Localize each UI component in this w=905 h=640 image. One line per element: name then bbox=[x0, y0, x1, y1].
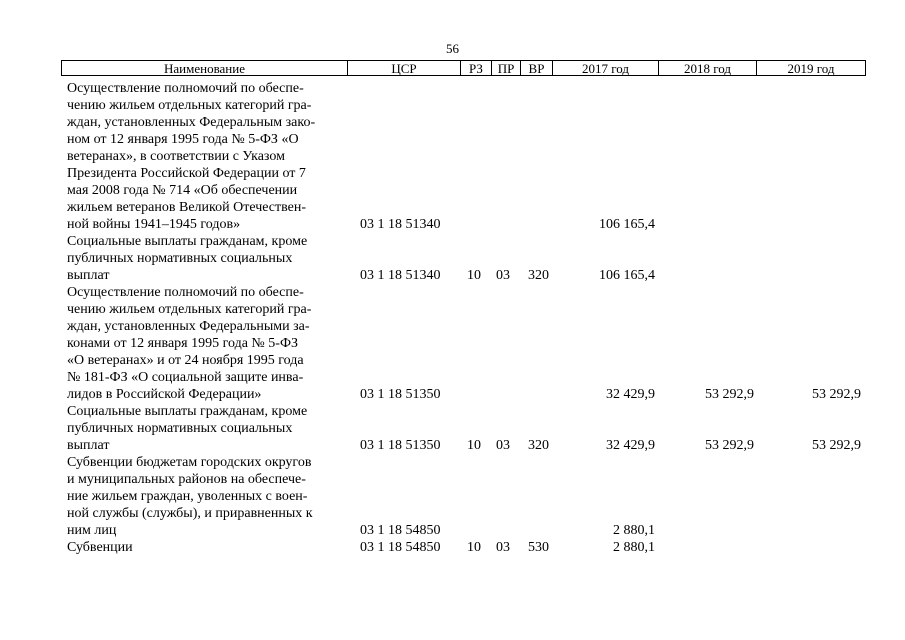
row-pr: 03 bbox=[496, 540, 510, 555]
table-row bbox=[0, 403, 905, 454]
header-vr: ВР bbox=[528, 61, 545, 76]
row-rz: 10 bbox=[467, 438, 481, 453]
table-row bbox=[0, 539, 905, 556]
row-rz: 10 bbox=[467, 268, 481, 283]
row-csr: 03 1 18 51350 bbox=[360, 438, 441, 453]
header-2017: 2017 год bbox=[582, 61, 629, 76]
row-2017: 2 880,1 bbox=[613, 523, 655, 538]
row-name: Осуществление полномочий по обеспе- чению жильем отдельных категорий гра- ждан, установленных Федеральным зако- ном от 12 января 1995 года № 5-ФЗ «О ветеранах», в соответствии с Указом Президента Российской Федерации от 7 мая 2008 года № 714 «Об обеспечении жильем ветеранов Великой Отечествен- ной войны 1941–1945 годов» bbox=[67, 81, 316, 232]
table-row bbox=[0, 233, 905, 284]
row-csr: 03 1 18 51340 bbox=[360, 268, 441, 283]
table-row bbox=[0, 284, 905, 403]
row-2017: 2 880,1 bbox=[613, 540, 655, 555]
row-name: Субвенции bbox=[67, 540, 133, 555]
row-csr: 03 1 18 51350 bbox=[360, 387, 441, 402]
page-number: 56 bbox=[446, 41, 459, 56]
row-name: Осуществление полномочий по обеспе- чению жильем отдельных категорий гра- ждан, установленных Федеральными за- конами от 12 января 1995 года № 5-ФЗ «О ветеранах» и от 24 ноября 1995 года № 181-ФЗ «О социальной защите инва- лидов в Российской Федерации» bbox=[67, 285, 312, 402]
row-2017: 32 429,9 bbox=[606, 387, 655, 402]
row-rz: 10 bbox=[467, 540, 481, 555]
row-csr: 03 1 18 54850 bbox=[360, 523, 441, 538]
row-2017: 32 429,9 bbox=[606, 438, 655, 453]
row-2019: 53 292,9 bbox=[812, 387, 861, 402]
row-2017: 106 165,4 bbox=[599, 217, 655, 232]
table-row bbox=[0, 80, 905, 233]
row-name: Социальные выплаты гражданам, кроме публичных нормативных социальных выплат bbox=[67, 234, 308, 283]
header-2019: 2019 год bbox=[787, 61, 835, 76]
row-vr: 320 bbox=[528, 268, 549, 283]
table-row bbox=[0, 454, 905, 539]
row-vr: 320 bbox=[528, 438, 549, 453]
row-2018: 53 292,9 bbox=[705, 387, 754, 402]
row-pr: 03 bbox=[496, 268, 510, 283]
row-csr: 03 1 18 51340 bbox=[360, 217, 441, 232]
row-name: Субвенции бюджетам городских округов и муниципальных районов на обеспече- ние жильем граждан, уволенных с воен- ной службы (службы), и приравненных к ним лиц bbox=[67, 455, 313, 538]
row-vr: 530 bbox=[528, 540, 549, 555]
header-2018: 2018 год bbox=[684, 61, 731, 76]
header-name: Наименование bbox=[164, 61, 245, 76]
row-pr: 03 bbox=[496, 438, 510, 453]
row-2017: 106 165,4 bbox=[599, 268, 655, 283]
row-csr: 03 1 18 54850 bbox=[360, 540, 441, 555]
row-2018: 53 292,9 bbox=[705, 438, 754, 453]
header-rz: РЗ bbox=[469, 61, 483, 76]
header-pr: ПР bbox=[497, 61, 515, 76]
row-name: Социальные выплаты гражданам, кроме публичных нормативных социальных выплат bbox=[67, 404, 308, 453]
header-csr: ЦСР bbox=[391, 61, 417, 76]
row-2019: 53 292,9 bbox=[812, 438, 861, 453]
